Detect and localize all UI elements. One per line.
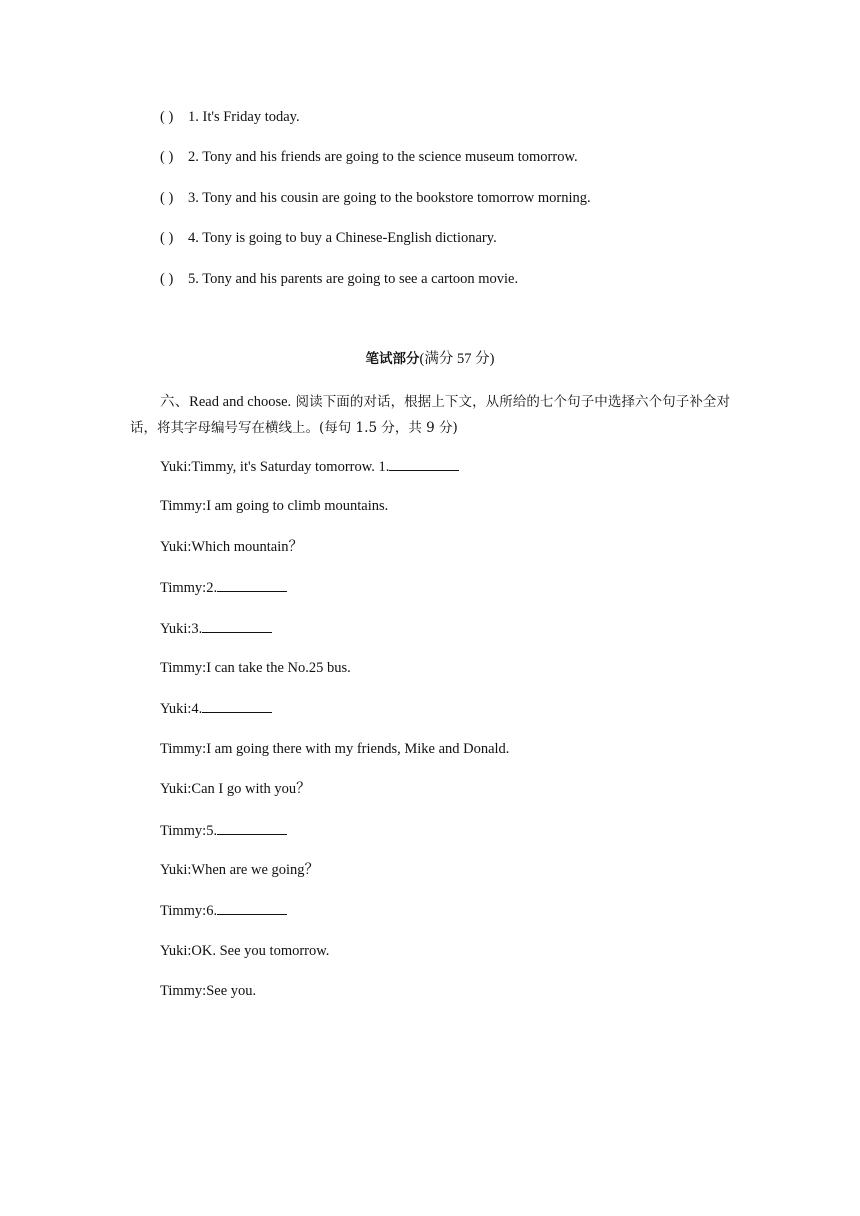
dialog-text: Yuki:OK. See you tomorrow. (160, 942, 330, 959)
answer-blank[interactable] (202, 618, 272, 633)
answer-paren: ( ) (160, 109, 174, 125)
true-false-item (160, 147, 760, 187)
dialog-line (160, 941, 760, 981)
dialog-line (160, 618, 760, 658)
true-false-list (160, 107, 760, 309)
answer-blank[interactable] (202, 698, 272, 713)
dialog-text: Yuki:Which mountain？ (160, 538, 303, 555)
section-title-score: (满分 57 分) (419, 351, 495, 367)
true-false-statement: 4. Tony is going to buy a Chinese-English dictionary. (188, 230, 497, 247)
instruction-text: 阅读下面的对话，根据上下文，从所给的七个句子中选择六个句子补全对话，将其字母编号写在横线上。(每句 1.5 分，共 9 分) (130, 394, 730, 436)
dialog-line (160, 577, 760, 617)
section-title (0, 348, 860, 370)
answer-blank[interactable] (217, 900, 287, 915)
true-false-item (160, 188, 760, 228)
true-false-item (160, 228, 760, 268)
dialog-text: Timmy:I am going to climb mountains. (160, 498, 389, 515)
dialog-text: Timmy:I am going there with my friends, Mike and Donald. (160, 740, 510, 757)
dialog-line (160, 698, 760, 738)
true-false-item (160, 107, 760, 147)
instruction-prefix: 六、Read and choose. (160, 394, 292, 410)
dialog-line (160, 739, 760, 779)
dialog-text: Timmy:See you. (160, 983, 257, 1000)
dialog-line (160, 537, 760, 577)
answer-paren: ( ) (160, 189, 174, 206)
dialog-text: Yuki:4. (160, 701, 203, 718)
true-false-statement: 5. Tony and his parents are going to see a cartoon movie. (188, 270, 519, 287)
true-false-statement: 1. It's Friday today. (188, 109, 300, 125)
true-false-statement: 2. Tony and his friends are going to the science museum tomorrow. (188, 149, 578, 166)
dialog-line (160, 981, 760, 1021)
dialog-line (160, 658, 760, 698)
answer-blank[interactable] (217, 577, 287, 592)
answer-blank[interactable] (217, 820, 287, 835)
answer-paren: ( ) (160, 149, 174, 166)
true-false-statement: 3. Tony and his cousin are going to the bookstore tomorrow morning. (188, 189, 591, 206)
dialog-text: Yuki:Can I go with you？ (160, 781, 311, 798)
dialog-text: Timmy:6. (160, 903, 218, 920)
dialog-list (160, 456, 760, 1021)
section-title-bold: 笔试部分 (365, 351, 420, 367)
dialog-line (160, 820, 760, 860)
true-false-item (160, 269, 760, 309)
answer-paren: ( ) (160, 270, 174, 287)
dialog-text: Timmy:I can take the No.25 bus. (160, 659, 351, 676)
dialog-text: Yuki:Timmy, it's Saturday tomorrow. 1. (160, 459, 390, 475)
dialog-line (160, 860, 760, 900)
dialog-text: Yuki:3. (160, 620, 203, 637)
dialog-text: Yuki:When are we going？ (160, 861, 320, 878)
dialog-text: Timmy:2. (160, 580, 218, 597)
dialog-line (160, 456, 760, 496)
answer-paren: ( ) (160, 230, 174, 247)
dialog-line (160, 779, 760, 819)
instruction-paragraph (130, 389, 730, 441)
dialog-text: Timmy:5. (160, 822, 218, 839)
answer-blank[interactable] (389, 456, 459, 471)
dialog-line (160, 496, 760, 536)
dialog-line (160, 900, 760, 940)
